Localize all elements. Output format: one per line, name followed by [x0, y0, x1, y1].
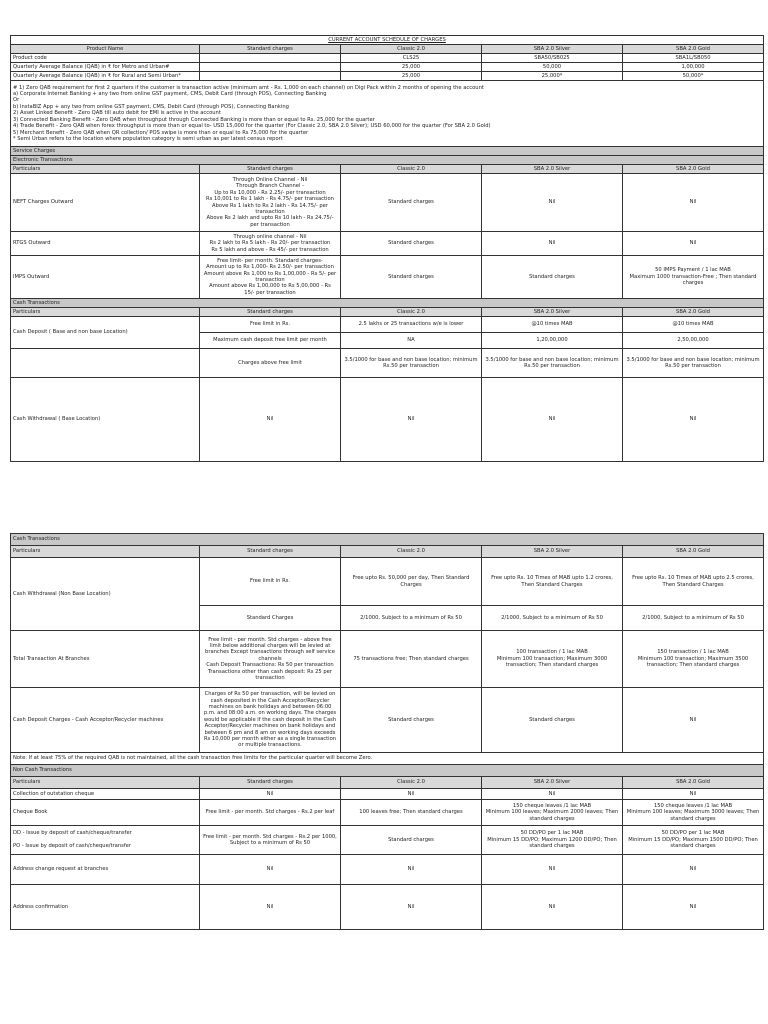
schedule-title: CURRENT ACCOUNT SCHEDULE OF CHARGES: [11, 36, 764, 45]
total-transaction-row: Total Transaction At Branches Free limit - per month. Std charges - above free limit below additional charges will be levied at branches Except transactions through self service channels Cash Deposit Transactions: Rs 50 per transaction Transactions other than cash deposit: Rs 25 per transaction 75 transactions free; Then standard charges 100 transaction / 1 lac MAB Minimum 100 transaction; Maximum 3000 transaction; Then standard charges 150 transaction / 1 lac MAB Minimum 100 transaction; Maximum 3500 transaction; Then standard charges: [11, 631, 764, 688]
cash-header-row-2: Particulars Standard charges Classic 2.0 SBA 2.0 Silver SBA 2.0 Gold: [11, 546, 764, 558]
product-code-row: Product code CLS25 SBA50/SB025 SBA1L/SB050: [11, 54, 764, 63]
charges-table-page-2: [10, 533, 764, 930]
qab-metro-row: Quarterly Average Balance (QAB) in ₹ for Metro and Urban# 25,000 50,000 1,00,000: [11, 63, 764, 72]
cash-header-row: Particulars Standard charges Classic 2.0 SBA 2.0 Silver SBA 2.0 Gold: [11, 308, 764, 317]
product-header-row: Product Name Standard charges Classic 2.0 SBA 2.0 Silver SBA 2.0 Gold: [11, 45, 764, 54]
cash-transactions-heading: Cash Transactions: [11, 299, 764, 308]
cash-deposit-max-limit-row: Maximum cash deposit free limit per month NA 1,20,00,000 2,50,00,000: [11, 333, 764, 349]
cheque-book-row: Cheque Book Free limit - per month. Std charges - Rs.2 per leaf 100 leaves free; Then standard charges 150 cheque leaves /1 lac MAB Minimum 100 leaves; Maximum 2000 leaves; Then standard charges 150 cheque leaves /1 lac MAB Minimum 100 leaves; Maximum 3000 leaves; Then standard charges: [11, 800, 764, 826]
outstation-cheque-row: Collection of outstation cheque Nil Nil Nil Nil: [11, 789, 764, 800]
qab-rural-row: Quarterly Average Balance (QAB) in ₹ for Rural and Semi Urban* 25,000 25,000* 50,000*: [11, 72, 764, 81]
withdrawal-standard-charges-row: Standard Charges 2/1000, Subject to a minimum of Rs 50 2/1000, Subject to a minimum of Rs 50 2/1000, Subject to a minimum of Rs 50: [11, 606, 764, 631]
qab-notes: # 1) Zero QAB requirement for first 2 quarters if the customer is transaction active (minimum amt - Rs. 1,000 on each channel) on Digi Pack within 2 months of opening the account a) Corporate Internet Banking + any two from online GST payment, CMS, Debit Card (through POS), Connecting Banking Or b) InstaBIZ App + any two from online GST payment, CMS, Debit Card (through POS), Connecting Banking 2) Asset Linked Benefit - Zero QAB till auto debit for EMI is active in the account 3) Connected Banking Benefit - Zero QAB when throughput through Connected Banking is more than or equal to Rs. 25,000 for the quarter 4) Trade Benefit - Zero QAB when forex throughput is more than or equal to- USD 15,000 for the quarter (For Classic 2.0, SBA 2.0 Silver); USD 60,000 for the quarter (For SBA 2.0 Gold) 5) Merchant Benefit - Zero QAB when QR collection/ POS swipe is more than or equal to Rs 75,000 for the quarter * Semi Urban refers to the location where population category is semi urban as per latest census report: [11, 81, 764, 147]
cash-deposit-free-limit-row: Cash Deposit ( Base and non base Location) Free limit in Rs. 2.5 lakhs or 25 transactions w/e is lower @10 times MAB @10 times MAB: [11, 317, 764, 333]
imps-row: IMPS Outward Free limit- per month. Standard charges- Amount up to Rs 1,000- Rs 2.50/- per transaction Amount above Rs 1,000 to Rs 1,00,000 - Rs 5/- per transaction Amount above Rs 1,00,000 to Rs 5,00,000 - Rs 15/- per transaction Standard charges Standard charges 50 IMPS Payment / 1 lac MAB Maximum 1000 transaction-Free ; Then standard charges: [11, 256, 764, 299]
neft-row: NEFT Charges Outward Through Online Channel - Nil Through Branch Channel - Up to Rs 10,000 - Rs 2.25/- per transaction Rs 10,001 to Rs 1 lakh - Rs 4.75/- per transaction Above Rs 1 lakh to Rs 2 lakh - Rs 14.75/- per transaction Above Rs 2 lakh and upto Rs 10 lakh - Rs 24.75/- per transaction Standard charges Nil Nil: [11, 174, 764, 232]
rtgs-row: RTGS Outward Through online channel - Nil Rs 2 lakh to Rs 5 lakh - Rs 20/- per transaction Rs 5 lakh and above - Rs 45/- per transaction Standard charges Nil Nil: [11, 232, 764, 256]
cash-withdrawal-non-base-label: Cash Withdrawal (Non Base Location): [11, 558, 200, 631]
qab-note: Note: If at least 75% of the required QAB is not maintained, all the cash transaction free limits for the particular quarter will become Zero.: [11, 753, 764, 765]
cash-transactions-heading-2: Cash Transactions: [11, 534, 764, 546]
cash-deposit-charges-row: Charges above free limit 3.5/1000 for base and non base location; minimum Rs.50 per transaction 3.5/1000 for base and non base location; minimum Rs.50 per transaction 3.5/1000 for base and non base location; minimum Rs.50 per transaction: [11, 349, 764, 378]
cash-acceptor-row: Cash Deposit Charges - Cash Acceptor/Recycler machines Charges of Rs 50 per transaction, will be levied on cash deposited in the Cash Acceptor/Recycler machines on bank holidays and between 06:00 p.m. and 08:00 a.m. on working days. The charges would be applicable if the cash deposit in the Cash Acceptor/Recycler machines on bank holidays and between 6 pm and 8 am on working days exceeds Rs 10,000 per month either as a single transaction or multiple transactions. Standard charges Standard charges Nil: [11, 688, 764, 753]
electronic-transactions-heading: Electronic Transactions: [11, 156, 764, 165]
electronic-header-row: Particulars Standard charges Classic 2.0 SBA 2.0 Silver SBA 2.0 Gold: [11, 165, 764, 174]
cash-deposit-label: Cash Deposit ( Base and non base Location): [11, 317, 200, 349]
address-confirmation-row: Address confirmation Nil Nil Nil Nil: [11, 885, 764, 930]
withdrawal-free-limit-row: Cash Withdrawal (Non Base Location) Free limit in Rs. Free upto Rs. 50,000 per day, Then Standard Charges Free upto Rs. 10 Times of MAB upto 1.2 crores, Then Standard Charges Free upto Rs. 10 Times of MAB upto 2.5 crores, Then Standard Charges: [11, 558, 764, 606]
non-cash-transactions-heading: Non Cash Transactions: [11, 765, 764, 777]
cash-withdrawal-base-row: Cash Withdrawal ( Base Location) Nil Nil Nil Nil: [11, 378, 764, 462]
address-change-row: Address change request at branches Nil Nil Nil Nil: [11, 855, 764, 885]
service-charges-heading: Service Charges: [11, 147, 764, 156]
non-cash-header-row: Particulars Standard charges Classic 2.0 SBA 2.0 Silver SBA 2.0 Gold: [11, 777, 764, 789]
dd-po-row: DD - Issue by deposit of cash/cheque/transfer PO - Issue by deposit of cash/cheque/transfer Free limit - per month. Std charges - Rs.2 per 1000, Subject to a minimum of Rs 50 Standard charges 50 DD/PO per 1 lac MAB Minimum 15 DD/PO; Maximum 1200 DD/PO; Then standard charges 50 DD/PO per 1 lac MAB Minimum 15 DD/PO; Maximum 1500 DD/PO; Then standard charges: [11, 826, 764, 855]
charges-table-page-1: [10, 35, 764, 462]
